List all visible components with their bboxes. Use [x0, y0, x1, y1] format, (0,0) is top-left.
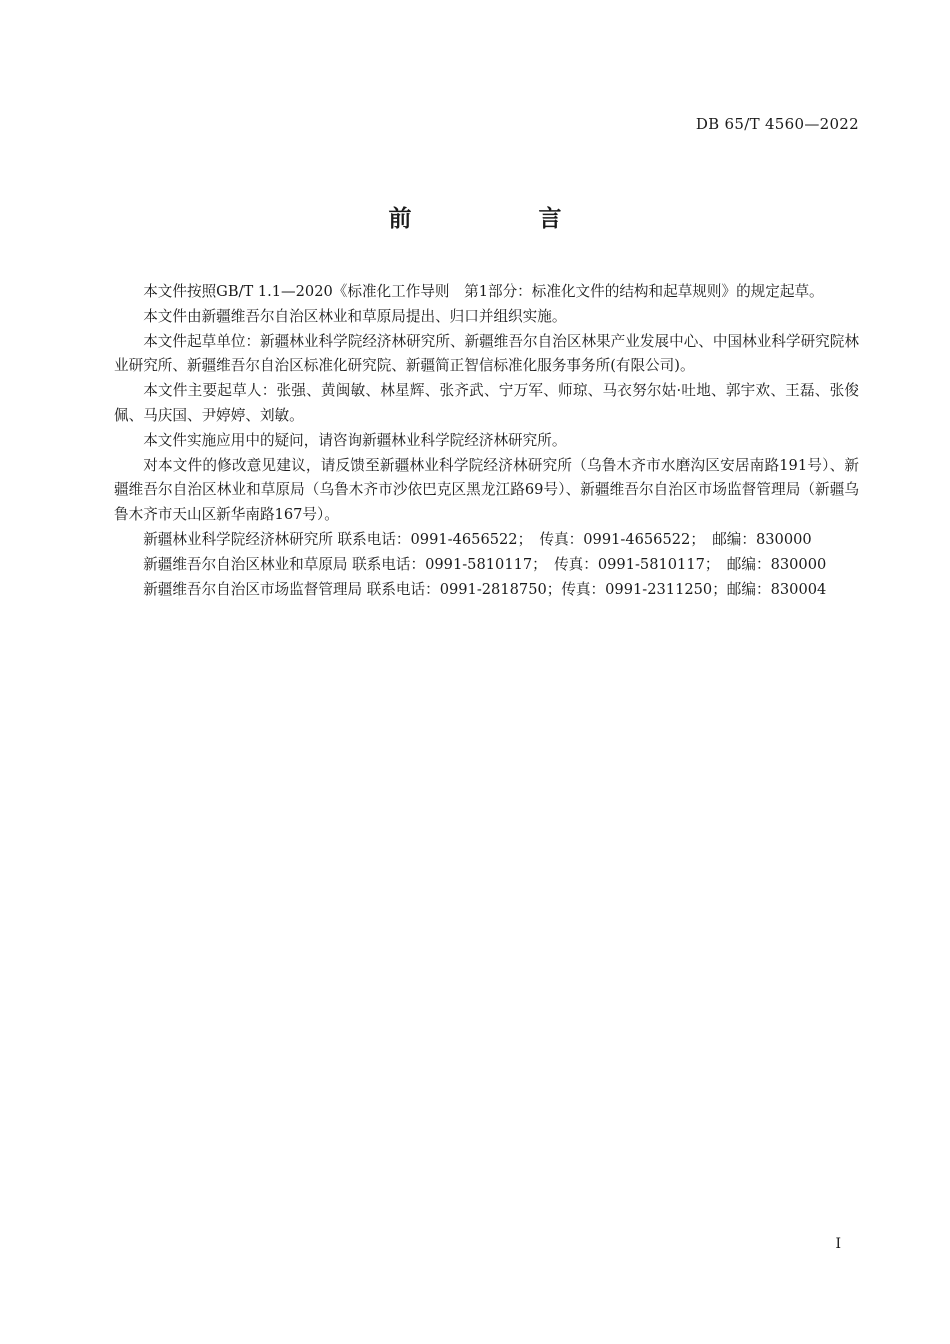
- foreword-body: [114, 280, 859, 602]
- paragraph-drafting-units: 本文件起草单位：新疆林业科学院经济林研究所、新疆维吾尔自治区林果产业发展中心、中国林业科学研究院林业研究所、新疆维吾尔自治区标准化研究院、新疆简正智信标准化服务事务所(有限公司)。: [114, 332, 859, 375]
- page-title: 前 言: [388, 206, 614, 232]
- contact-line-forestry-bureau: 新疆维吾尔自治区林业和草原局 联系电话：0991-5810117； 传真：0991-5810117； 邮编：830000: [143, 555, 827, 573]
- paragraph-main-drafters: 本文件主要起草人：张强、黄闽敏、林星辉、张齐武、宁万军、师琼、马衣努尔姑·吐地、郭宇欢、王磊、张俊佩、马庆国、尹婷婷、刘敏。: [114, 382, 859, 424]
- paragraph-feedback: 对本文件的修改意见建议，请反馈至新疆林业科学院经济林研究所（乌鲁木齐市水磨沟区安居南路191号）、新疆维吾尔自治区林业和草原局（乌鲁木齐市沙依巴克区黑龙江路69号）、新疆维吾尔自治区市场监督管理局（新疆乌鲁木齐市天山区新华南路167号）。: [114, 456, 859, 524]
- contact-line-institute: 新疆林业科学院经济林研究所 联系电话：0991-4656522； 传真：0991-4656522； 邮编：830000: [143, 530, 812, 548]
- paragraph-drafting-rules: 本文件按照GB/T 1.1—2020《标准化工作导则 第1部分：标准化文件的结构和起草规则》的规定起草。: [143, 283, 824, 300]
- page-number: I: [835, 1236, 841, 1252]
- contact-line-market-bureau: 新疆维吾尔自治区市场监督管理局 联系电话：0991-2818750；传真：0991-2311250；邮编：830004: [143, 580, 827, 598]
- paragraph-inquiries: 本文件实施应用中的疑问，请咨询新疆林业科学院经济林研究所。: [143, 431, 567, 449]
- paragraph-proposer: 本文件由新疆维吾尔自治区林业和草原局提出、归口并组织实施。: [143, 307, 567, 325]
- document-code: DB 65/T 4560—2022: [695, 115, 859, 133]
